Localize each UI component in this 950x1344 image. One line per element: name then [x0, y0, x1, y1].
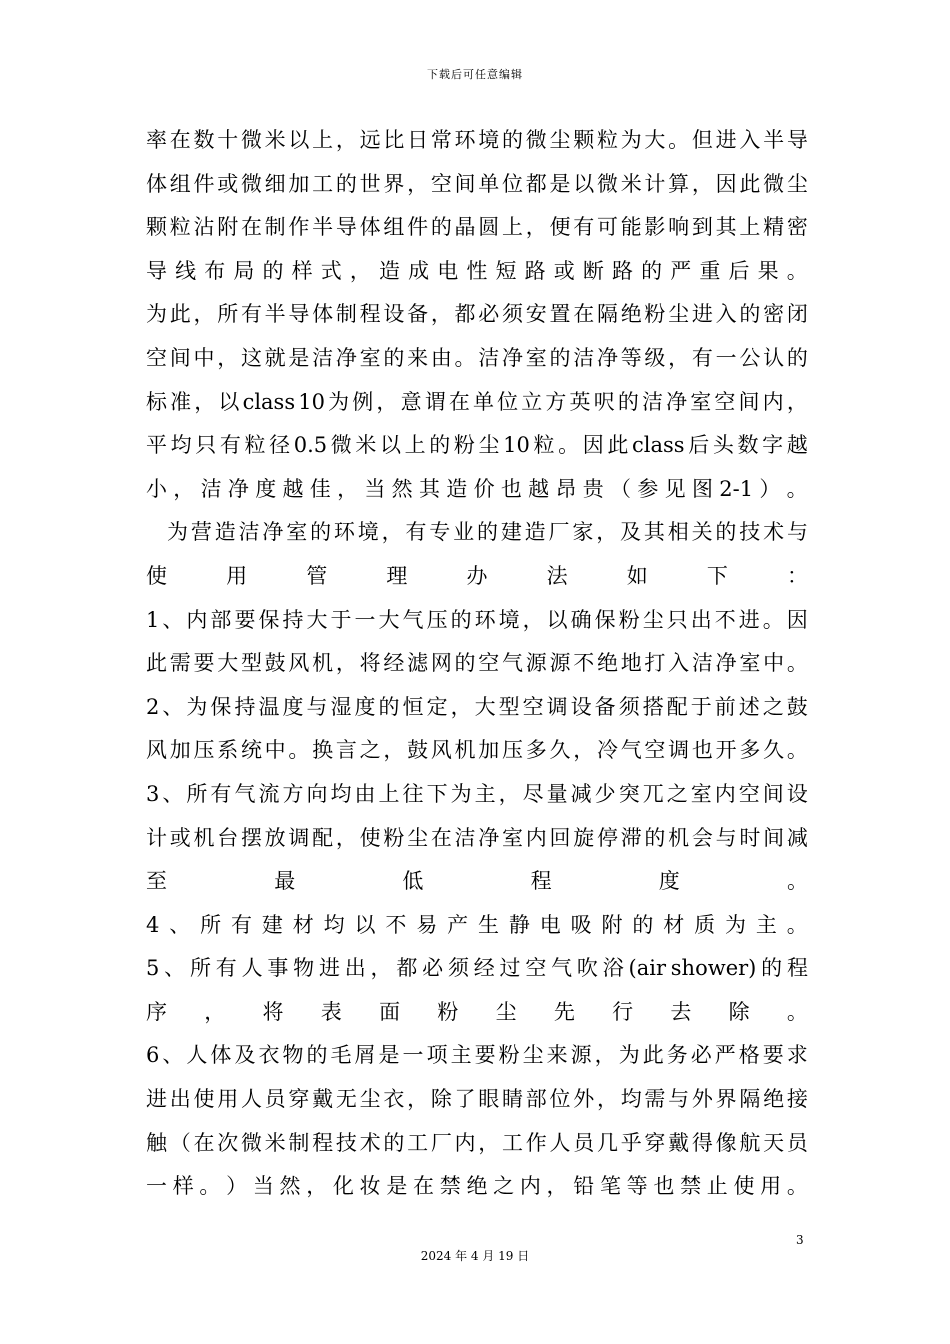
- list-item: 4 、 所 有 建 材 均 以 不 易 产 生 静 电 吸 附 的 材 质 为 主 。: [146, 912, 808, 937]
- text-line: 一 样 。 ） 当 然 ， 化 妆 是 在 禁 绝 之 内 ， 铅 笔 等 也 禁 止 使 用 。: [146, 1174, 808, 1199]
- text-line: 为 营 造 洁 净 室 的 环 境 ， 有 专 业 的 建 造 厂 家 ， 及 其 相 关 的 技 术 与: [167, 520, 808, 545]
- document-body: [146, 119, 808, 1209]
- text-line: 颗 粒 沾 附 在 制 作 半 导 体 组 件 的 晶 圆 上 ， 便 有 可 能 影 响 到 其 上 精 密: [146, 215, 808, 240]
- text-line: 体 组 件 或 微 细 加 工 的 世 界 ， 空 间 单 位 都 是 以 微 米 计 算 ， 因 此 微 尘: [146, 171, 808, 196]
- page-footer-date: 2024 年 4 月 19 日: [420, 1249, 530, 1263]
- text-line: 导 线 布 局 的 样 式 ， 造 成 电 性 短 路 或 断 路 的 严 重 后 果 。: [146, 258, 808, 283]
- text-line: 至 最 低 程 度 。: [146, 869, 808, 894]
- text-line: 小 ， 洁 净 度 越 佳 ， 当 然 其 造 价 也 越 昂 贵 （ 参 见 图 2-1 ） 。: [146, 476, 808, 501]
- text-line: 标 准 ， 以 class 10 为 例 ， 意 谓 在 单 位 立 方 英 呎 的 洁 净 室 空 间 内 ，: [146, 389, 808, 414]
- text-line: 平 均 只 有 粒 径 0.5 微 米 以 上 的 粉 尘 10 粒 。 因 此 class 后 头 数 字 越: [146, 433, 808, 458]
- text-line: 序 ， 将 表 面 粉 尘 先 行 去 除 。: [146, 999, 808, 1024]
- list-item: 1 、 内 部 要 保 持 大 于 一 大 气 压 的 环 境 ， 以 确 保 粉 尘 只 出 不 进 。 因: [146, 607, 808, 632]
- list-item: 3 、 所 有 气 流 方 向 均 由 上 往 下 为 主 ， 尽 量 减 少 突 兀 之 室 内 空 间 设: [146, 781, 808, 806]
- text-line: 为 此 ， 所 有 半 导 体 制 程 设 备 ， 都 必 须 安 置 在 隔 绝 粉 尘 进 入 的 密 闭: [146, 302, 808, 327]
- text-line: 触 （ 在 次 微 米 制 程 技 术 的 工 厂 内 ， 工 作 人 员 几 乎 穿 戴 得 像 航 天 员: [146, 1130, 808, 1155]
- text-line: 计 或 机 台 摆 放 调 配 ， 使 粉 尘 在 洁 净 室 内 回 旋 停 滞 的 机 会 与 时 间 减: [146, 825, 808, 850]
- list-item: 2 、 为 保 持 温 度 与 湿 度 的 恒 定 ， 大 型 空 调 设 备 须 搭 配 于 前 述 之 鼓: [146, 694, 808, 719]
- page-number: 3: [796, 1233, 804, 1247]
- text-line: 率 在 数 十 微 米 以 上 ， 远 比 日 常 环 境 的 微 尘 颗 粒 为 大 。 但 进 入 半 导: [146, 128, 808, 152]
- text-line: 使 用 管 理 办 法 如 下 ：: [146, 563, 808, 588]
- page-header: 下载后可任意编辑: [427, 68, 523, 81]
- list-item: 6 、 人 体 及 衣 物 的 毛 屑 是 一 项 主 要 粉 尘 来 源 ， 为 此 务 必 严 格 要 求: [146, 1043, 808, 1068]
- list-item: 5 、 所 有 人 事 物 进 出 ， 都 必 须 经 过 空 气 吹 浴 (air shower) 的 程: [146, 956, 808, 981]
- text-line: 空 间 中 ， 这 就 是 洁 净 室 的 来 由 。 洁 净 室 的 洁 净 等 级 ， 有 一 公 认 的: [146, 345, 808, 370]
- text-line: 此 需 要 大 型 鼓 风 机 ， 将 经 滤 网 的 空 气 源 源 不 绝 地 打 入 洁 净 室 中 。: [146, 651, 808, 676]
- text-line: 进 出 使 用 人 员 穿 戴 无 尘 衣 ， 除 了 眼 睛 部 位 外 ， 均 需 与 外 界 隔 绝 接: [146, 1087, 808, 1112]
- text-line: 风 加 压 系 统 中 。 换 言 之 ， 鼓 风 机 加 压 多 久 ， 冷 气 空 调 也 开 多 久 。: [146, 738, 808, 763]
